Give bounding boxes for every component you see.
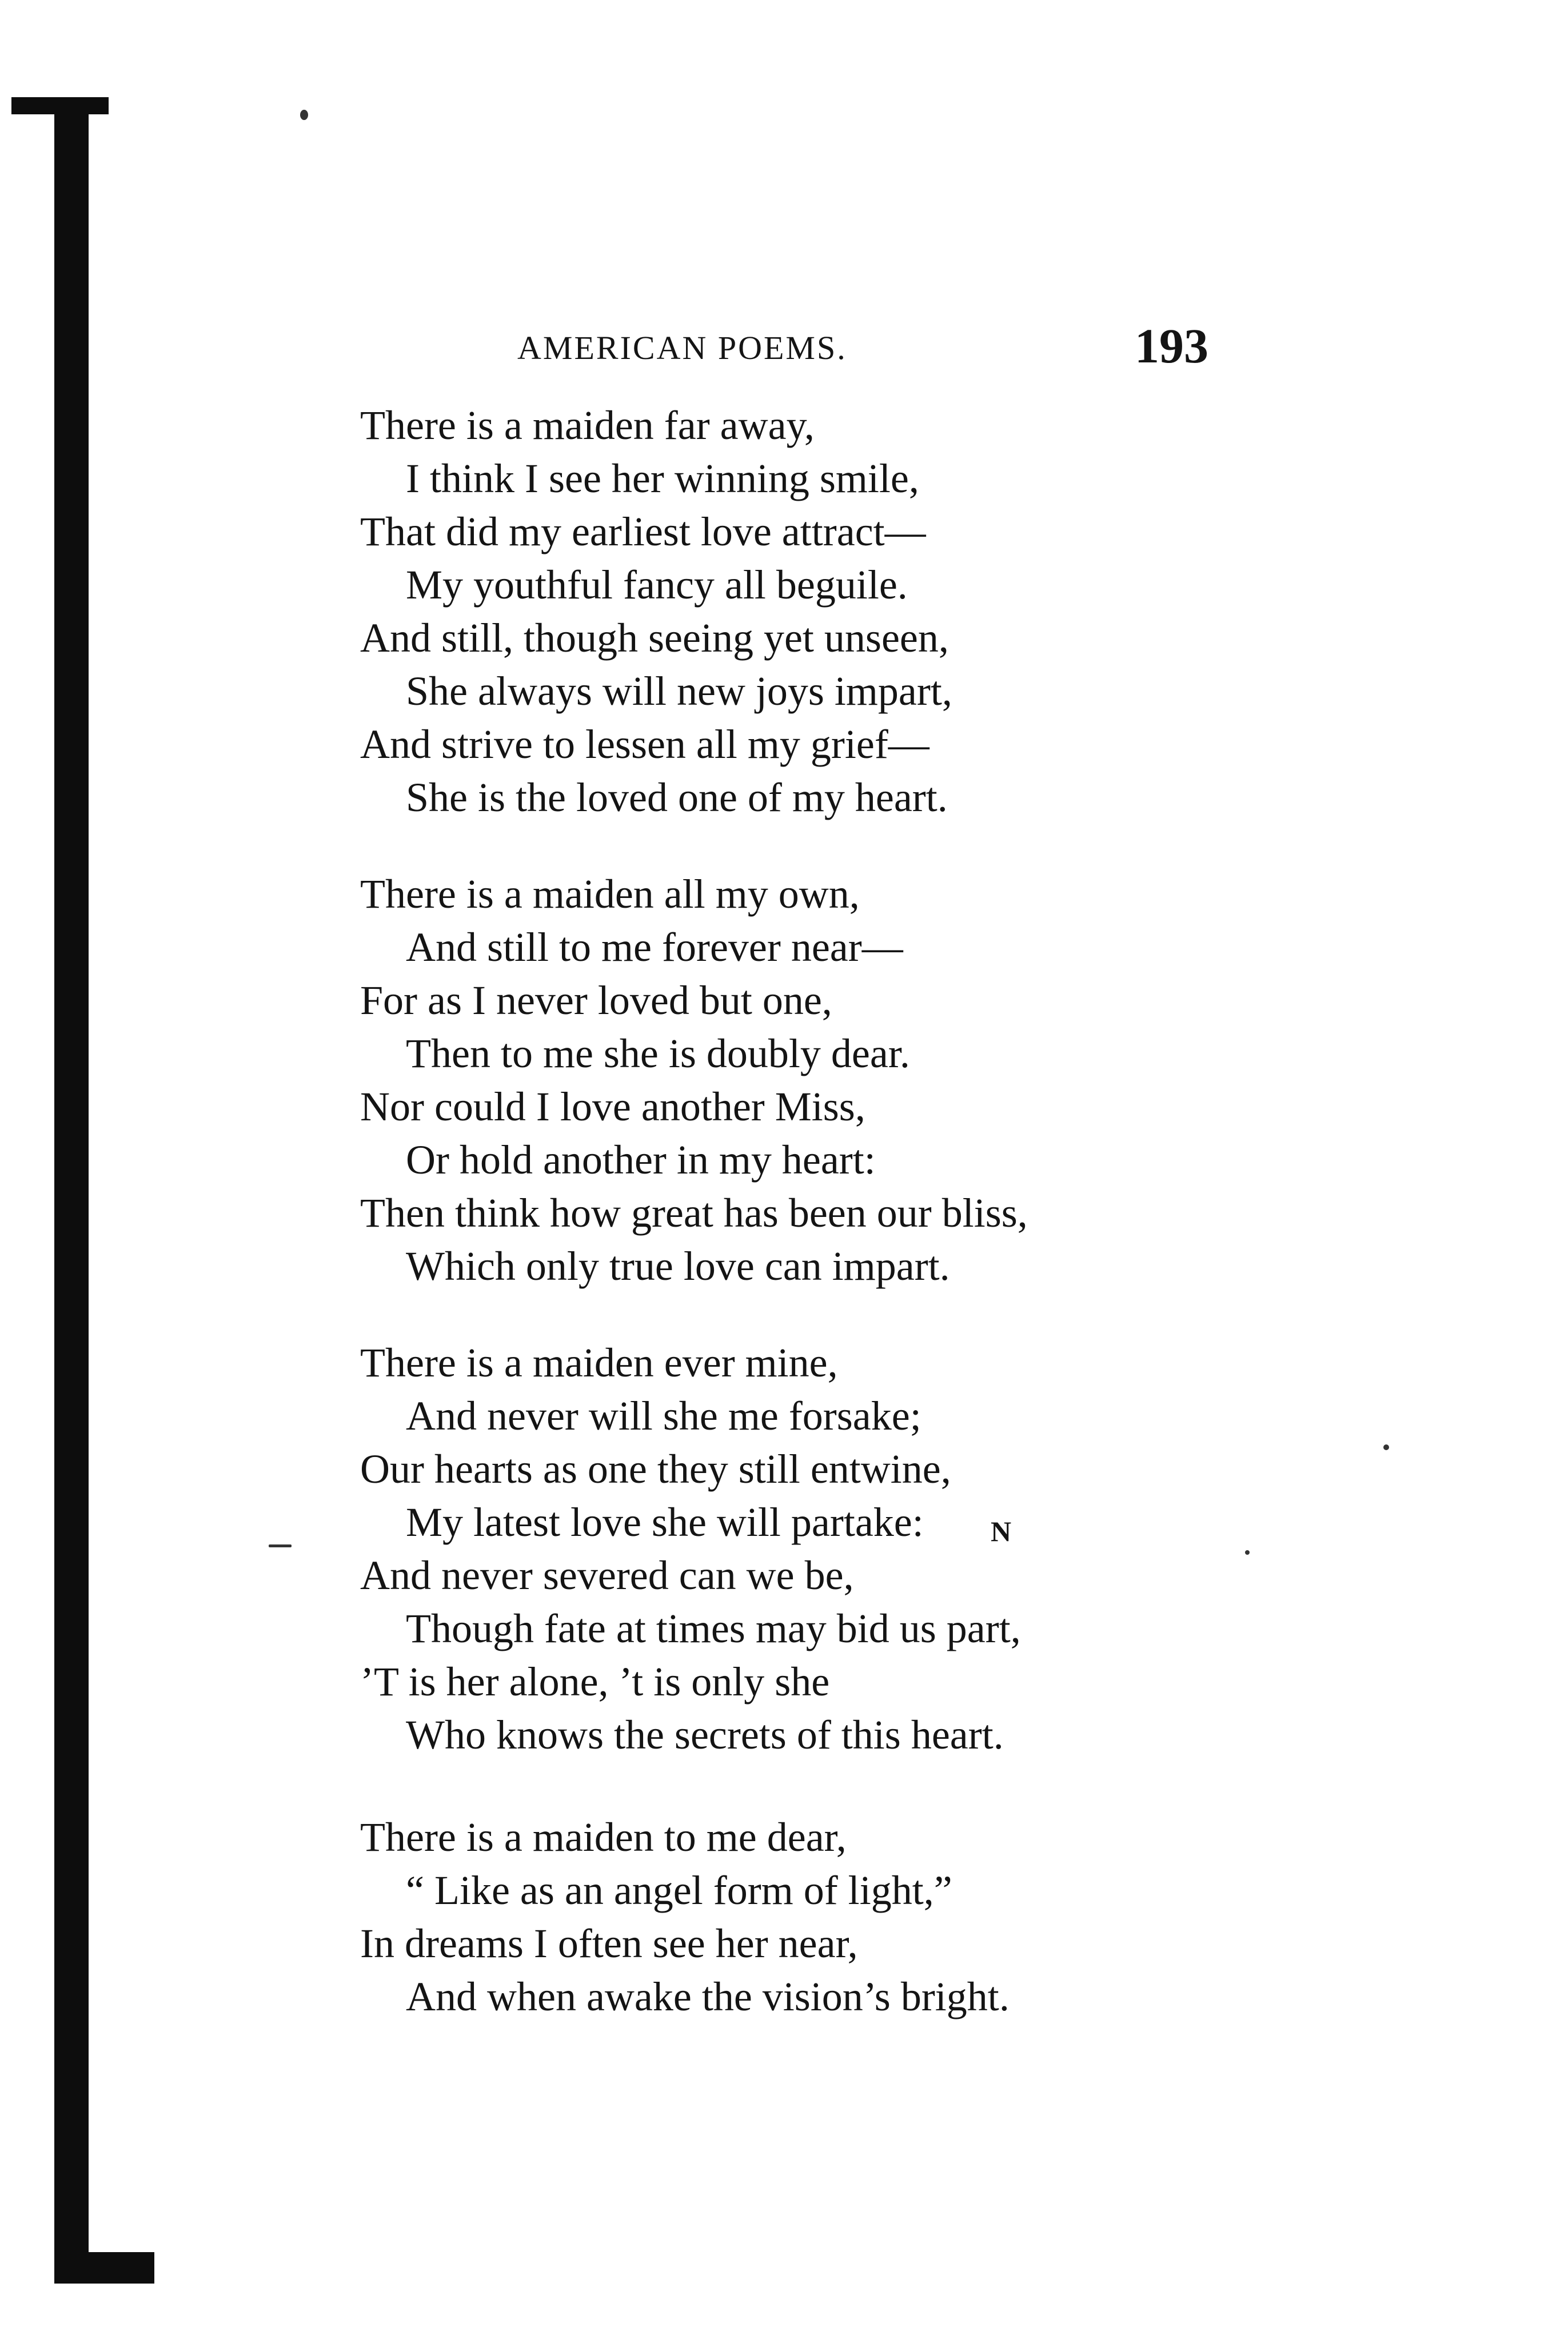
poem-line: My youthful fancy all beguile. — [406, 562, 908, 608]
stanza-3 — [0, 1336, 1568, 1762]
poem-line: She is the loved one of my heart. — [406, 775, 948, 820]
poem-line: For as I never loved but one, — [360, 977, 832, 1023]
poem-line: That did my earliest love attract— — [360, 509, 926, 554]
poem-line: Who knows the secrets of this heart. — [406, 1712, 1004, 1758]
signature-mark: N — [991, 1515, 1012, 1547]
stanza-2 — [0, 868, 1568, 1293]
poem-line: And still, though seeing yet unseen, — [360, 615, 949, 661]
stanza-1 — [0, 399, 1568, 824]
running-head: AMERICAN POEMS. — [517, 329, 847, 366]
stanza-4 — [0, 1811, 1568, 2023]
poem-line: Nor could I love another Miss, — [360, 1084, 865, 1129]
poem-line: There is a maiden to me dear, — [360, 1814, 847, 1860]
poem-line: And when awake the vision’s bright. — [406, 1974, 1010, 2019]
poem-line: There is a maiden far away, — [360, 402, 815, 448]
poem-line: Then think how great has been our bliss, — [360, 1190, 1028, 1236]
poem-line: My latest love she will partake: — [406, 1499, 924, 1545]
page-header — [0, 317, 1568, 374]
binding-edge-foot — [86, 2252, 154, 2284]
poem-line: “ Like as an angel form of light,” — [406, 1867, 952, 1913]
poem-line: She always will new joys impart, — [406, 668, 952, 714]
poem-line: In dreams I often see her near, — [360, 1921, 858, 1966]
poem-line: Then to me she is doubly dear. — [406, 1031, 910, 1076]
poem-line: Which only true love can impart. — [406, 1243, 950, 1289]
poem-line: And still to me forever near— — [406, 924, 903, 970]
poem-line: And strive to lessen all my grief— — [360, 721, 929, 767]
poem-line: I think I see her winning smile, — [406, 456, 919, 501]
poem-line: ’T is her alone, ’t is only she — [360, 1659, 830, 1705]
poem-line: Our hearts as one they still entwine, — [360, 1446, 951, 1492]
poem-line: And never will she me forsake; — [406, 1393, 921, 1439]
poem-line: There is a maiden all my own, — [360, 871, 860, 917]
poem-line: And never severed can we be, — [360, 1552, 854, 1598]
ink-speck — [300, 110, 308, 120]
poem-line: Or hold another in my heart: — [406, 1137, 876, 1183]
poem-line: There is a maiden ever mine, — [360, 1340, 838, 1386]
page-number: 193 — [1135, 318, 1208, 373]
poem-line: Though fate at times may bid us part, — [406, 1606, 1021, 1651]
